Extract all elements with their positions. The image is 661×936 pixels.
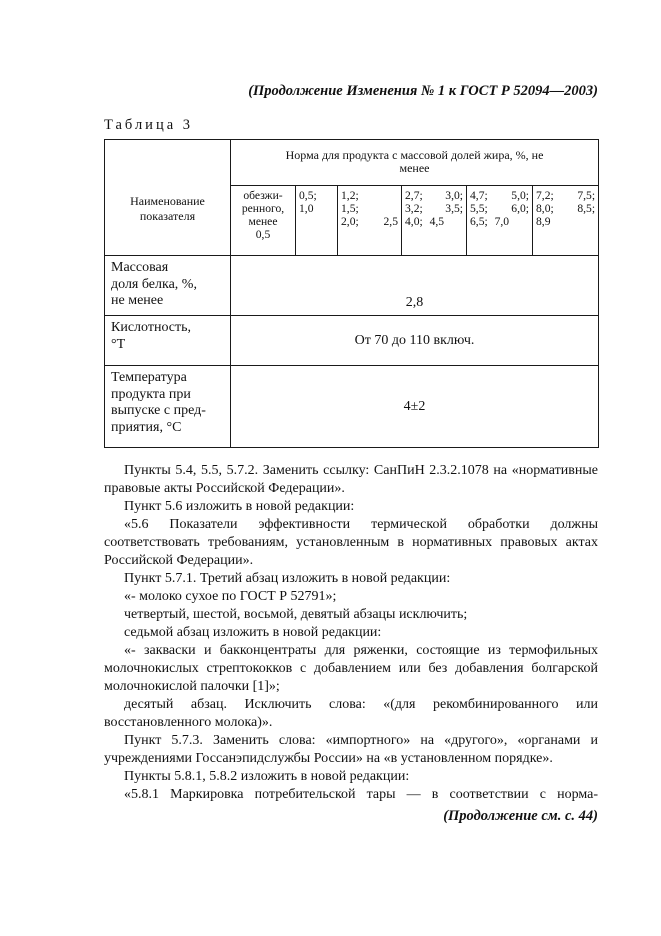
text-line: приятия, °С bbox=[111, 419, 182, 435]
text-line: Наименование bbox=[130, 193, 205, 208]
fat-value-line: ренного, bbox=[241, 202, 285, 215]
text-line: Температура bbox=[111, 370, 187, 385]
fat-value-line: 3,2; 3,5; bbox=[405, 202, 463, 215]
text-line: °Т bbox=[111, 336, 126, 352]
fat-value-line: 5,5; 6,0; bbox=[470, 202, 529, 215]
fat-value-line: 4,7; 5,0; bbox=[470, 189, 529, 202]
fat-content-column-0 bbox=[231, 186, 296, 256]
fat-value-line: 4,0; 4,5 bbox=[405, 215, 445, 228]
temperature-row-name bbox=[105, 366, 231, 448]
fat-value-line: 8,0; 8,5; bbox=[536, 202, 596, 215]
text-line: Кислотность, bbox=[111, 320, 192, 335]
fat-value-line: 1,5; bbox=[341, 202, 359, 215]
fat-value-line: 0,5 bbox=[255, 228, 271, 241]
norms-table bbox=[104, 139, 599, 448]
fat-content-column-5 bbox=[533, 186, 599, 256]
paragraph: «- молоко сухое по ГОСТ Р 52791»; bbox=[124, 589, 337, 604]
paragraph: «5.8.1 Маркировка потребительской тары — в соответствии с норма- bbox=[124, 787, 598, 802]
fat-value-line: менее bbox=[248, 215, 278, 228]
paragraph: четвертый, шестой, восьмой, девятый абзацы исключить; bbox=[124, 607, 468, 622]
temperature-value: 4±2 bbox=[231, 366, 599, 448]
acidity-value: От 70 до 110 включ. bbox=[231, 316, 599, 366]
indicator-name-header bbox=[105, 140, 231, 256]
paragraph: Пункт 5.6 изложить в новой редакции: bbox=[124, 499, 355, 514]
text-line: не менее bbox=[111, 293, 164, 308]
running-header: (Продолжение Изменения № 1 к ГОСТ Р 52094—2003) bbox=[248, 83, 598, 99]
paragraph: седьмой абзац изложить в новой редакции: bbox=[124, 625, 382, 640]
fat-value-line: 8,9 bbox=[536, 215, 551, 228]
fat-value-line: 1,0 bbox=[299, 202, 314, 215]
continuation-footer: (Продолжение см. с. 44) bbox=[443, 808, 598, 824]
fat-value-line: обезжи- bbox=[243, 189, 283, 202]
fat-content-column-2 bbox=[338, 186, 402, 256]
text-line: доля белка, %, bbox=[111, 276, 197, 292]
text-line: выпуске с пред- bbox=[111, 403, 206, 418]
paragraph: «- закваски и бакконцентраты для ряженки, состоящие из термофильных молочнокислых стрептококков с добавлением или без добавления болгарской молочнокислой палочки [1]»; bbox=[104, 643, 598, 694]
norm-header bbox=[231, 140, 599, 186]
fat-value-line: 0,5; bbox=[299, 189, 317, 202]
protein-row-name bbox=[105, 256, 231, 316]
fat-content-column-3 bbox=[402, 186, 467, 256]
fat-value-line: 6,5; 7,0 bbox=[470, 215, 510, 228]
text-line: менее bbox=[399, 161, 430, 175]
fat-value-line: 2,0; 2,5 bbox=[341, 215, 398, 228]
fat-value-line: 1,2; bbox=[341, 189, 359, 202]
text-line: показателя bbox=[139, 208, 196, 223]
fat-content-column-4 bbox=[467, 186, 533, 256]
acidity-row-name bbox=[105, 316, 231, 366]
text-line: продукта при bbox=[111, 386, 191, 402]
paragraph: Пункт 5.7.3. Заменить слова: «импортного» на «другого», «органами и учреждениями Госсанэпидслужбы России» на «в установленном порядке». bbox=[104, 733, 598, 766]
fat-content-column-1 bbox=[296, 186, 338, 256]
table-caption: Таблица 3 bbox=[104, 117, 194, 133]
paragraph: Пункт 5.7.1. Третий абзац изложить в новой редакции: bbox=[124, 571, 451, 586]
amendment-text bbox=[104, 462, 598, 804]
paragraph: «5.6 Показатели эффективности термической обработки должны соответствовать требованиям, установленным в нормативных правовых актах Российской Федерации». bbox=[104, 517, 598, 568]
paragraph: Пункты 5.4, 5.5, 5.7.2. Заменить ссылку: СанПиН 2.3.2.1078 на «нормативные правовые акты Российской Федерации». bbox=[104, 463, 598, 496]
fat-value-line: 2,7; 3,0; bbox=[405, 189, 463, 202]
paragraph: Пункты 5.8.1, 5.8.2 изложить в новой редакции: bbox=[124, 769, 410, 784]
protein-value: 2,8 bbox=[231, 256, 599, 316]
text-line: Массовая bbox=[111, 260, 169, 275]
text-line: Норма для продукта с массовой долей жира, %, не bbox=[285, 148, 544, 162]
paragraph: десятый абзац. Исключить слова: «(для рекомбинированного или восстановленного молока)». bbox=[104, 697, 598, 730]
fat-value-line: 7,2; 7,5; bbox=[536, 189, 596, 202]
